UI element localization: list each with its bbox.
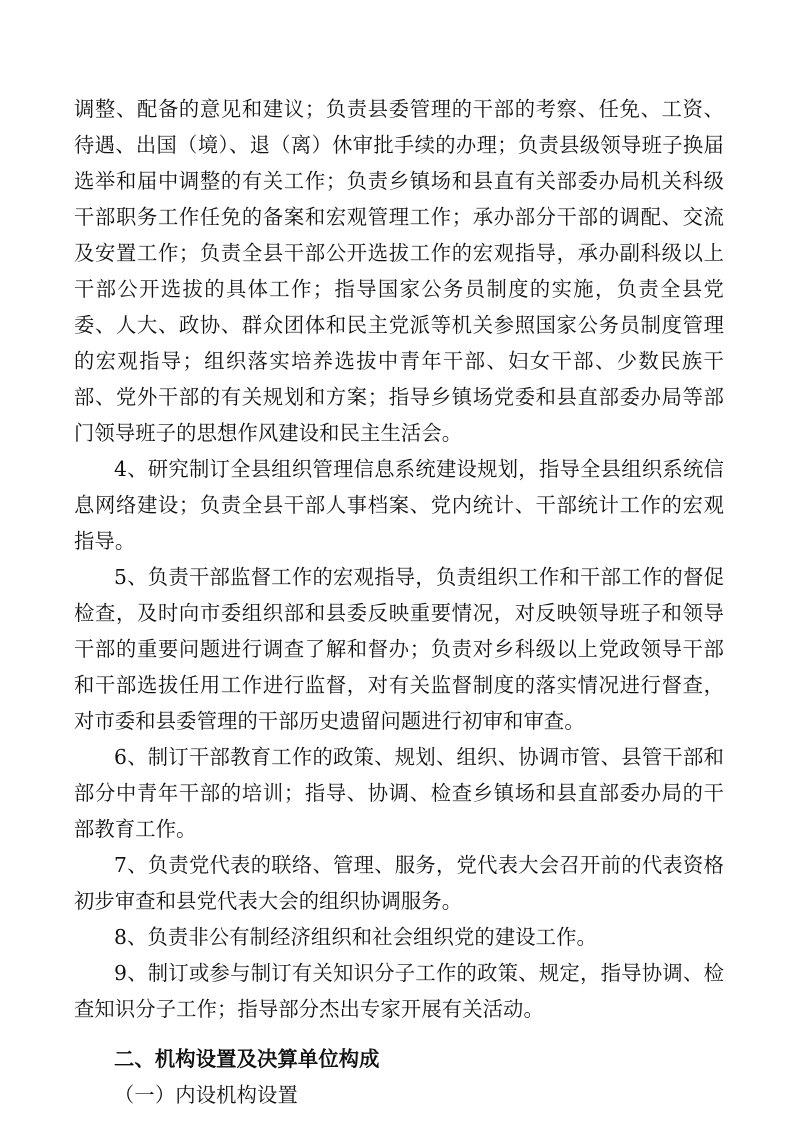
subsection-heading: （一）内设机构设置	[114, 1083, 298, 1107]
section-heading: 二、机构设置及决算单位构成	[114, 1047, 380, 1071]
paragraph-item-6: 6、制订干部教育工作的政策、规划、组织、协调市管、县管干部和部分中青年干部的培训；指导、协调、检查乡镇场和县直部委办局的干部教育工作。	[74, 745, 724, 841]
paragraph-continuation: 调整、配备的意见和建议；负责县委管理的干部的考察、任免、工资、待遇、出国（境）、退（离）休审批手续的办理；负责县级领导班子换届选举和届中调整的有关工作；负责乡镇场和县直有关部委办局机关科级干部职务工作任免的备案和宏观管理工作；承办部分干部的调配、交流及安置工作；负责全县干部公开选拔工作的宏观指导，承办副科级以上干部公开选拔的具体工作；指导国家公务员制度的实施，负责全县党委、人大、政协、群众团体和民主党派等机关参照国家公务员制度管理的宏观指导；组织落实培养选拔中青年干部、妇女干部、少数民族干部、党外干部的有关规划和方案；指导乡镇场党委和县直部委办局等部门领导班子的思想作风建设和民主生活会。	[74, 97, 724, 445]
document-body	[74, 91, 724, 1113]
paragraph-item-9: 9、制订或参与制订有关知识分子工作的政策、规定，指导协调、检查知识分子工作；指导部分杰出专家开展有关活动。	[74, 961, 724, 1021]
paragraph-item-4: 4、研究制订全县组织管理信息系统建设规划，指导全县组织系统信息网络建设；负责全县干部人事档案、党内统计、干部统计工作的宏观指导。	[74, 457, 724, 553]
paragraph-item-8: 8、负责非公有制经济组织和社会组织党的建设工作。	[114, 925, 597, 949]
paragraph-item-7: 7、负责党代表的联络、管理、服务，党代表大会召开前的代表资格初步审查和县党代表大会的组织协调服务。	[74, 853, 724, 913]
paragraph-item-5: 5、负责干部监督工作的宏观指导，负责组织工作和干部工作的督促检查，及时向市委组织部和县委反映重要情况，对反映领导班子和领导干部的重要问题进行调查了解和督办；负责对乡科级以上党政领导干部和干部选拔任用工作进行监督，对有关监督制度的落实情况进行督查，对市委和县委管理的干部历史遗留问题进行初审和审查。	[74, 565, 724, 733]
